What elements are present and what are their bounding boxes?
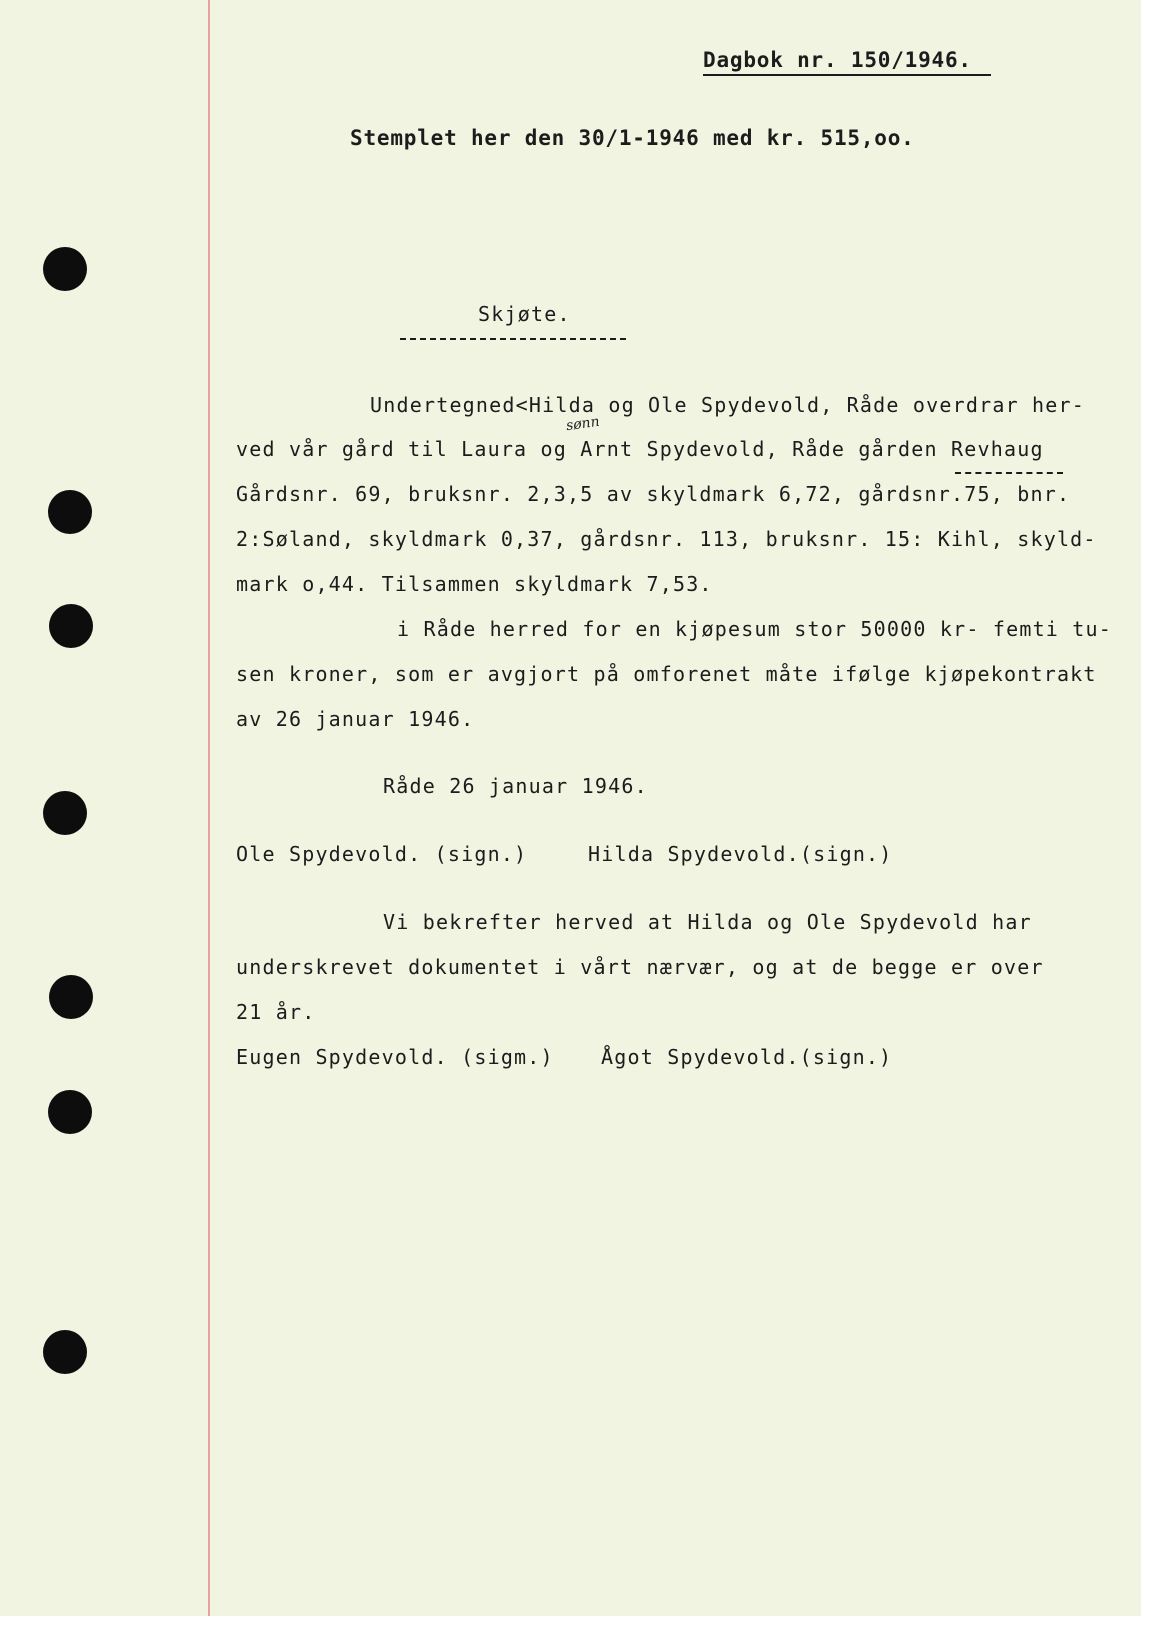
witness-signature-left: Eugen Spydevold. (sigm.)	[236, 1045, 554, 1069]
handwritten-insert: sønn	[565, 413, 601, 435]
body-line: Gårdsnr. 69, bruksnr. 2,3,5 av skyldmark 6,72, gårdsnr.75, bnr.	[236, 482, 1071, 506]
body-line: i Råde herred for en kjøpesum stor 50000 kr- femti tu-	[397, 617, 1113, 641]
punch-hole	[43, 247, 87, 291]
witness-signature-right: Ågot Spydevold.(sign.)	[601, 1045, 893, 1069]
punch-hole	[48, 1090, 92, 1134]
stamp-line: Stemplet her den 30/1-1946 med kr. 515,oo.	[350, 126, 915, 150]
title-underline	[400, 338, 626, 340]
dagbok-underline	[703, 74, 991, 76]
body-line: Undertegned<Hilda og Ole Spydevold, Råde overdrar her-	[370, 393, 1086, 417]
body-line: 2:Søland, skyldmark 0,37, gårdsnr. 113, bruksnr. 15: Kihl, skyld-	[236, 527, 1097, 551]
punch-hole	[49, 975, 93, 1019]
body-line: av 26 januar 1946.	[236, 707, 475, 731]
punch-hole	[48, 490, 92, 534]
punch-hole	[43, 1330, 87, 1374]
date-line: Råde 26 januar 1946.	[383, 774, 648, 798]
margin-line	[208, 0, 210, 1616]
revhaug-underline	[955, 472, 1063, 474]
body-line: mark o,44. Tilsammen skyldmark 7,53.	[236, 572, 713, 596]
signature-right: Hilda Spydevold.(sign.)	[588, 842, 893, 866]
witness-line: Vi bekrefter herved at Hilda og Ole Spydevold har	[383, 910, 1032, 934]
document-title: Skjøte.	[478, 302, 571, 326]
body-line: sen kroner, som er avgjort på omforenet måte ifølge kjøpekontrakt	[236, 662, 1097, 686]
signature-left: Ole Spydevold. (sign.)	[236, 842, 528, 866]
witness-line: underskrevet dokumentet i vårt nærvær, og at de begge er over	[236, 955, 1044, 979]
witness-line: 21 år.	[236, 1000, 316, 1024]
body-line: ved vår gård til Laura og Arnt Spydevold, Råde gården Revhaug	[236, 437, 1044, 461]
dagbok-number: Dagbok nr. 150/1946.	[703, 48, 972, 72]
punch-hole	[43, 791, 87, 835]
punch-hole	[49, 604, 93, 648]
